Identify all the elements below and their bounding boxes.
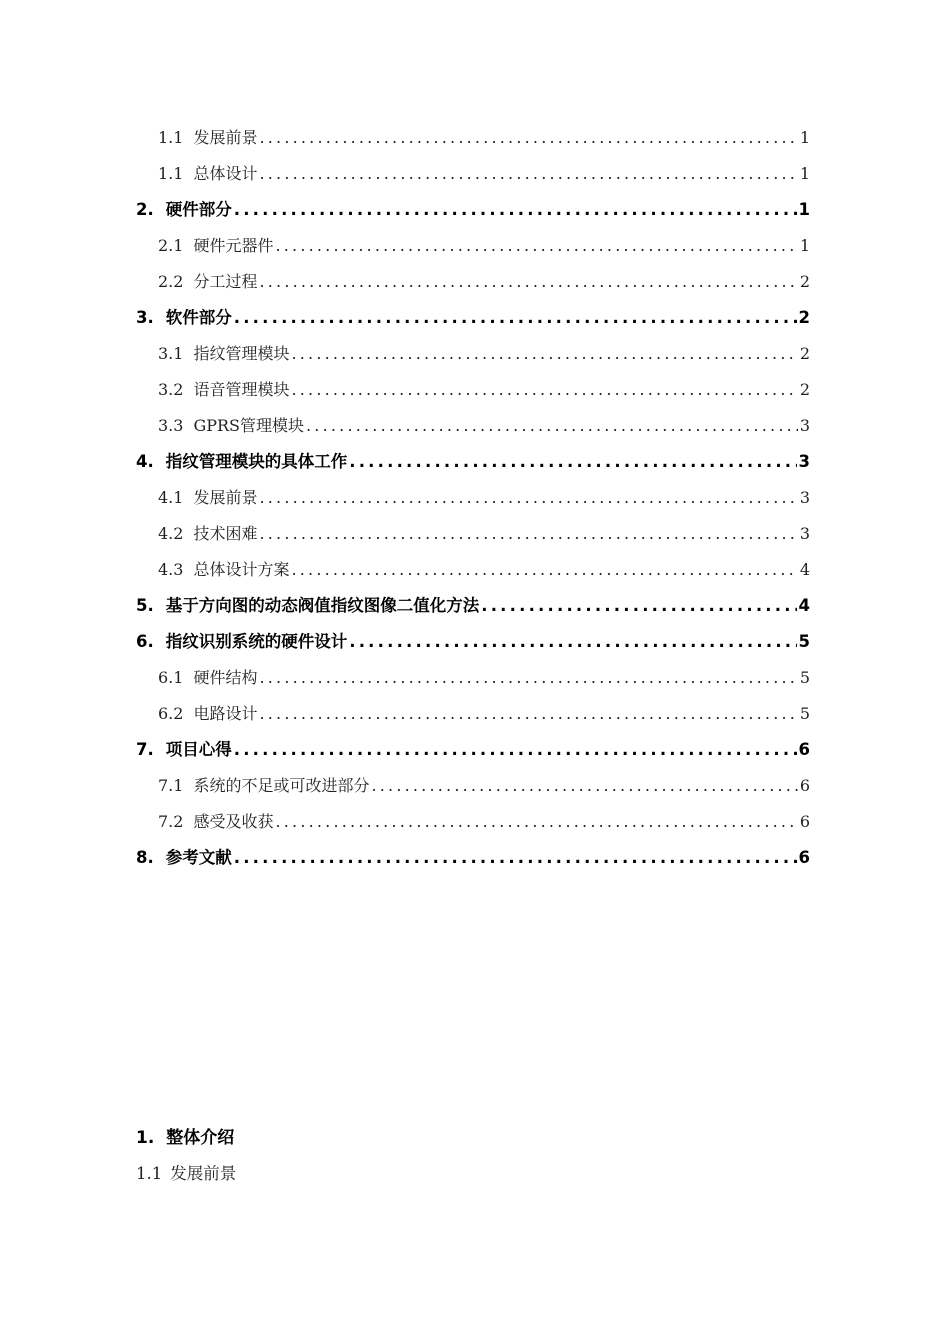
toc-entry[interactable] <box>136 336 810 372</box>
toc-entry-title: GPRS管理模块 <box>193 416 305 435</box>
toc-entry-title: 硬件元器件 <box>193 236 274 255</box>
toc-leader-dots <box>259 696 797 732</box>
toc-entry-page: 6 <box>799 776 810 795</box>
toc-entry-title: 基于方向图的动态阀值指纹图像二值化方法 <box>165 596 480 615</box>
toc-leader-dots <box>371 768 797 804</box>
section-heading-title: 整体介绍 <box>166 1128 235 1148</box>
toc-leader-dots <box>234 300 797 336</box>
toc-entry-title: 感受及收获 <box>193 812 274 831</box>
toc-entry[interactable] <box>136 696 810 732</box>
toc-entry-page: 6 <box>799 812 810 831</box>
toc-entry-page: 5 <box>798 632 810 651</box>
toc-entry-number: 4. <box>136 452 154 471</box>
toc-entry-title: 发展前景 <box>193 488 258 507</box>
toc-leader-dots <box>259 480 797 516</box>
toc-entry-number: 7. <box>136 740 154 759</box>
toc-entry-number: 4.3 <box>158 560 184 579</box>
toc-leader-dots <box>481 588 796 624</box>
toc-entry-number: 1.1 <box>158 164 184 183</box>
toc-entry-number: 1.1 <box>158 128 184 147</box>
toc-entry-page: 4 <box>799 560 810 579</box>
toc-entry-title: 参考文献 <box>165 848 232 867</box>
toc-entry-number: 6.2 <box>158 704 184 723</box>
toc-leader-dots <box>306 408 798 444</box>
toc-entry[interactable] <box>136 840 810 876</box>
toc-entry[interactable] <box>136 804 810 840</box>
toc-entry-page: 1 <box>798 200 810 219</box>
toc-entry-number: 3.2 <box>158 380 184 399</box>
toc-entry[interactable] <box>136 120 810 156</box>
toc-entry-page: 6 <box>798 740 810 759</box>
toc-entry-number: 2. <box>136 200 154 219</box>
section-heading <box>136 1122 234 1154</box>
toc-leader-dots <box>234 732 797 768</box>
toc-entry-title: 发展前景 <box>193 128 258 147</box>
toc-entry[interactable] <box>136 408 810 444</box>
toc-entry-title: 软件部分 <box>165 308 232 327</box>
toc-entry-number: 6.1 <box>158 668 184 687</box>
table-of-contents <box>136 120 810 876</box>
toc-entry-title: 硬件结构 <box>193 668 258 687</box>
toc-entry[interactable] <box>136 156 810 192</box>
toc-leader-dots <box>234 192 797 228</box>
toc-entry[interactable] <box>136 228 810 264</box>
toc-entry[interactable] <box>136 768 810 804</box>
toc-entry-number: 2.1 <box>158 236 184 255</box>
section-heading-number: 1. <box>136 1128 155 1148</box>
toc-entry-title: 语音管理模块 <box>193 380 290 399</box>
subsection-heading-number: 1.1 <box>136 1164 163 1183</box>
toc-entry-page: 3 <box>799 416 810 435</box>
toc-entry-page: 3 <box>799 488 810 507</box>
toc-leader-dots <box>349 444 796 480</box>
toc-entry[interactable] <box>136 444 810 480</box>
toc-entry-title: 总体设计 <box>193 164 258 183</box>
toc-entry-page: 3 <box>799 524 810 543</box>
toc-entry-title: 硬件部分 <box>165 200 232 219</box>
toc-entry-page: 2 <box>799 344 810 363</box>
toc-entry-title: 指纹管理模块 <box>193 344 290 363</box>
toc-leader-dots <box>291 552 797 588</box>
toc-entry-title: 分工过程 <box>193 272 258 291</box>
toc-entry-number: 3.3 <box>158 416 184 435</box>
subsection-heading-title: 发展前景 <box>170 1164 237 1183</box>
toc-entry-number: 2.2 <box>158 272 184 291</box>
toc-entry[interactable] <box>136 264 810 300</box>
toc-entry-number: 7.1 <box>158 776 184 795</box>
toc-entry-page: 4 <box>798 596 810 615</box>
toc-leader-dots <box>234 840 797 876</box>
toc-leader-dots <box>259 660 797 696</box>
toc-entry-title: 项目心得 <box>165 740 232 759</box>
toc-entry-number: 4.2 <box>158 524 184 543</box>
toc-leader-dots <box>275 804 797 840</box>
toc-leader-dots <box>291 336 797 372</box>
toc-leader-dots <box>259 516 797 552</box>
toc-leader-dots <box>259 156 797 192</box>
subsection-heading <box>136 1158 236 1190</box>
toc-leader-dots <box>291 372 797 408</box>
toc-entry[interactable] <box>136 300 810 336</box>
toc-entry-title: 电路设计 <box>193 704 258 723</box>
toc-entry[interactable] <box>136 516 810 552</box>
toc-entry-page: 6 <box>798 848 810 867</box>
toc-entry-number: 8. <box>136 848 154 867</box>
toc-entry-page: 2 <box>799 380 810 399</box>
toc-entry-title: 指纹识别系统的硬件设计 <box>165 632 348 651</box>
toc-entry-page: 1 <box>799 128 810 147</box>
toc-entry[interactable] <box>136 660 810 696</box>
toc-entry-number: 3.1 <box>158 344 184 363</box>
toc-entry-number: 5. <box>136 596 154 615</box>
toc-entry-page: 5 <box>799 668 810 687</box>
toc-entry-page: 1 <box>799 236 810 255</box>
toc-entry[interactable] <box>136 624 810 660</box>
toc-entry[interactable] <box>136 192 810 228</box>
toc-entry-page: 2 <box>798 308 810 327</box>
toc-entry-number: 3. <box>136 308 154 327</box>
toc-entry[interactable] <box>136 480 810 516</box>
toc-entry-number: 6. <box>136 632 154 651</box>
toc-entry-number: 4.1 <box>158 488 184 507</box>
toc-leader-dots <box>259 120 797 156</box>
toc-entry-title: 系统的不足或可改进部分 <box>193 776 370 795</box>
toc-entry-page: 2 <box>799 272 810 291</box>
toc-entry-page: 5 <box>799 704 810 723</box>
toc-leader-dots <box>349 624 796 660</box>
toc-entry[interactable] <box>136 588 810 624</box>
toc-entry-page: 3 <box>798 452 810 471</box>
toc-entry[interactable] <box>136 552 810 588</box>
toc-leader-dots <box>259 264 797 300</box>
toc-entry[interactable] <box>136 732 810 768</box>
toc-entry[interactable] <box>136 372 810 408</box>
toc-entry-page: 1 <box>799 164 810 183</box>
toc-entry-title: 指纹管理模块的具体工作 <box>165 452 348 471</box>
toc-entry-title: 总体设计方案 <box>193 560 290 579</box>
toc-leader-dots <box>275 228 797 264</box>
toc-entry-title: 技术困难 <box>193 524 258 543</box>
toc-entry-number: 7.2 <box>158 812 184 831</box>
